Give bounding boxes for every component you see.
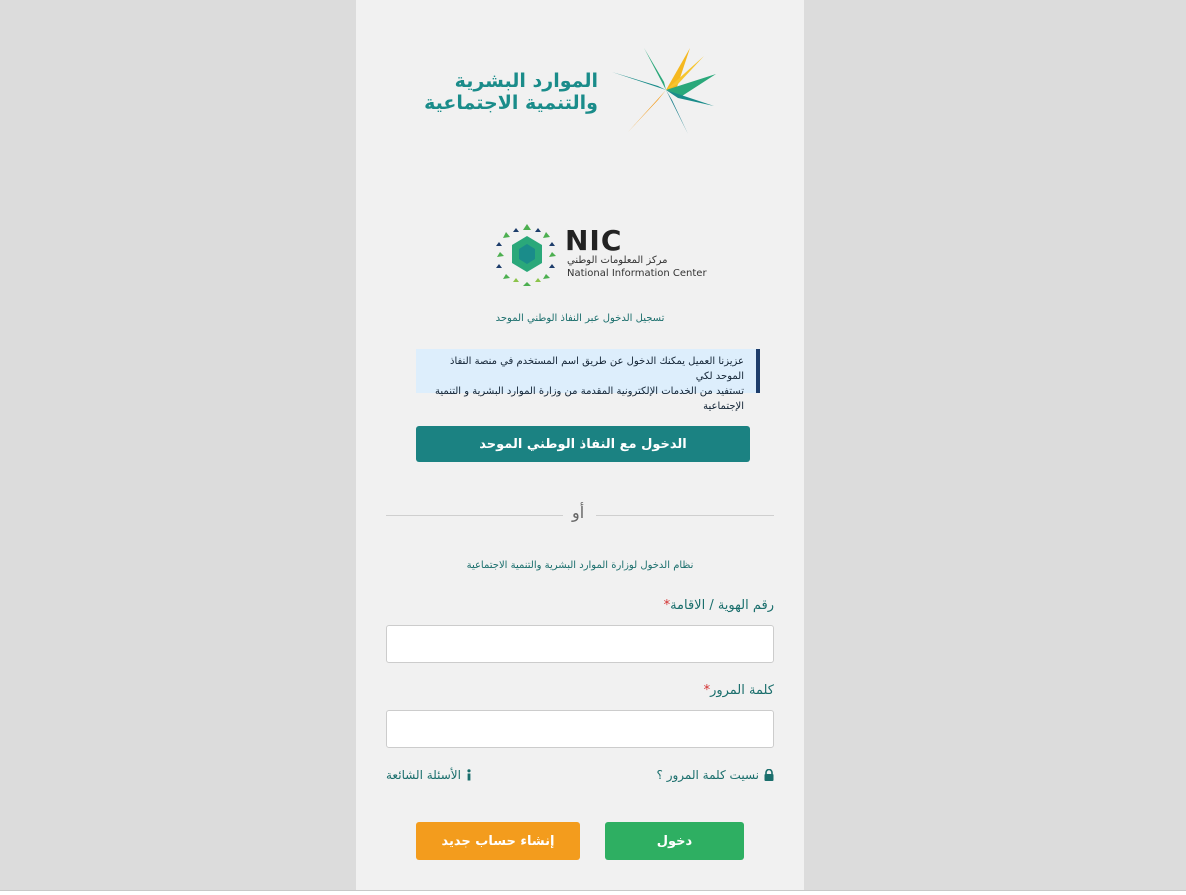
id-required-mark: * — [663, 598, 671, 613]
nic-emblem-icon — [496, 222, 558, 288]
login-form-title: نظام الدخول لوزارة الموارد البشرية والتنمية الاجتماعية — [466, 560, 694, 571]
ministry-logo-line1: الموارد البشرية — [454, 70, 598, 92]
nafath-info-line2: تستفيد من الخدمات الإلكترونية المقدمة من وزارة الموارد البشرية و التنمية الإجتماعية — [435, 386, 744, 412]
nafath-title: تسجيل الدخول عبر النفاذ الوطني الموحد — [495, 313, 665, 324]
or-divider-text: أو — [572, 503, 585, 522]
register-button[interactable]: إنشاء حساب جديد — [416, 822, 580, 860]
nic-english-name: National Information Center — [567, 268, 707, 279]
faq-text: الأسئلة الشائعة — [386, 768, 461, 782]
faq-link[interactable] — [386, 768, 472, 782]
divider-right — [596, 515, 774, 516]
login-button[interactable]: دخول — [605, 822, 744, 860]
forgot-password-text: نسيت كلمة المرور ؟ — [656, 768, 759, 782]
divider-left — [386, 515, 563, 516]
lock-icon — [764, 769, 774, 781]
password-input[interactable] — [386, 710, 774, 748]
nafath-login-button[interactable]: الدخول مع النفاذ الوطني الموحد — [416, 426, 750, 462]
nic-arabic-name: مركز المعلومات الوطني — [567, 255, 668, 266]
page-bottom-edge — [0, 890, 1186, 895]
ministry-logo-line2: والتنمية الاجتماعية — [424, 92, 598, 114]
password-label — [704, 683, 774, 698]
id-label — [664, 598, 774, 613]
forgot-password-link[interactable] — [657, 768, 774, 782]
password-required-mark: * — [703, 683, 711, 698]
nafath-info-box — [416, 349, 760, 412]
info-icon — [466, 769, 472, 781]
id-label-text: رقم الهوية / الاقامة — [670, 598, 774, 613]
nafath-info-line1: عزيزنا العميل يمكنك الدخول عن طريق اسم المستخدم في منصة النفاذ الموحد لكي — [450, 356, 744, 382]
login-panel — [356, 0, 804, 890]
ministry-emblem-icon — [608, 44, 720, 136]
id-input[interactable] — [386, 625, 774, 663]
nic-title: NIC — [565, 224, 623, 257]
password-label-text: كلمة المرور — [710, 683, 774, 698]
